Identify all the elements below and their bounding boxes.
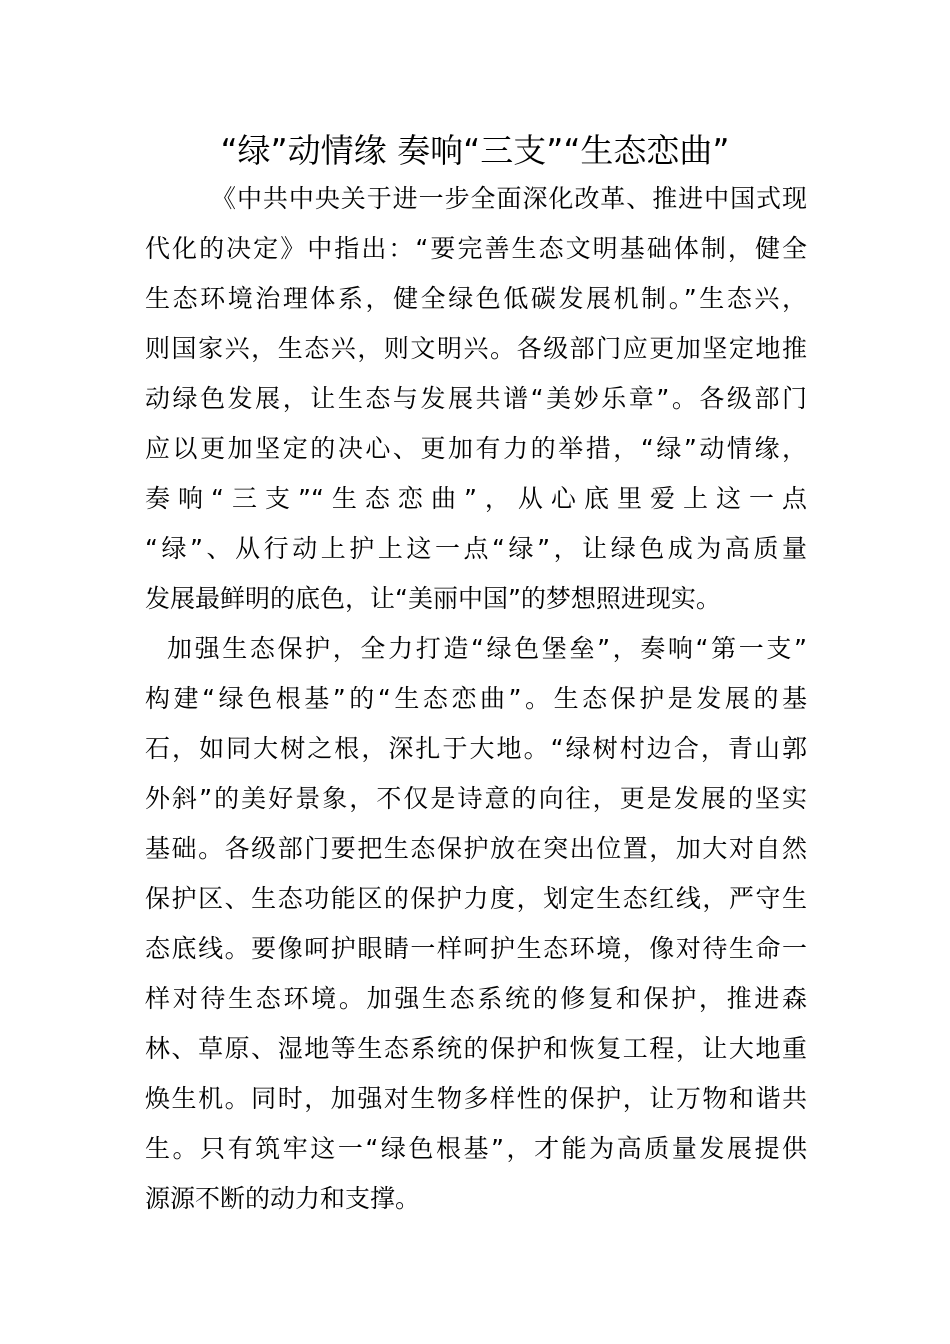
text-line: 石，如同大树之根，深扎于大地。“绿树村边合，青山郭 [145, 734, 807, 763]
text-line: 奏响“三支”“生态恋曲”，从心底里爱上这一点 [145, 484, 807, 513]
text-line: 加强生态保护，全力打造“绿色堡垒”，奏响“第一支” [167, 634, 807, 663]
paragraph-1 [145, 174, 807, 624]
text-line: 焕生机。同时，加强对生物多样性的保护，让万物和谐共 [145, 1084, 807, 1113]
text-line: 样对待生态环境。加强生态系统的修复和保护，推进森 [145, 984, 807, 1013]
text-line: 林、草原、湿地等生态系统的保护和恢复工程，让大地重 [145, 1034, 807, 1063]
document-body [145, 174, 807, 1224]
text-line: 外斜”的美好景象，不仅是诗意的向往，更是发展的坚实 [145, 784, 807, 813]
text-line: 保护区、生态功能区的保护力度，划定生态红线，严守生 [145, 884, 807, 913]
text-line: 基础。各级部门要把生态保护放在突出位置，加大对自然 [145, 834, 807, 863]
text-line: 生。只有筑牢这一“绿色根基”，才能为高质量发展提供 [145, 1134, 807, 1163]
text-line: 《中共中央关于进一步全面深化改革、推进中国式现 [211, 184, 807, 213]
text-line: “绿”、从行动上护上这一点“绿”，让绿色成为高质量 [145, 534, 807, 563]
text-line: 源源不断的动力和支撑。 [145, 1184, 421, 1213]
text-line: 应以更加坚定的决心、更加有力的举措，“绿”动情缘， [145, 434, 807, 463]
text-line: 则国家兴，生态兴，则文明兴。各级部门应更加坚定地推 [145, 334, 807, 363]
text-line: 生态环境治理体系，健全绿色低碳发展机制。”生态兴， [145, 284, 807, 313]
text-line: 发展最鲜明的底色，让“美丽中国”的梦想照进现实。 [145, 584, 721, 613]
document-title: “绿”动情缘 奏响“三支”“生态恋曲” [220, 131, 730, 170]
text-line: 态底线。要像呵护眼睛一样呵护生态环境，像对待生命一 [145, 934, 807, 963]
text-line: 构建“绿色根基”的“生态恋曲”。生态保护是发展的基 [145, 684, 807, 713]
paragraph-2 [145, 624, 807, 1224]
text-line: 动绿色发展，让生态与发展共谱“美妙乐章”。各级部门 [145, 384, 807, 413]
text-line: 代化的决定》中指出：“要完善生态文明基础体制，健全 [145, 234, 807, 263]
